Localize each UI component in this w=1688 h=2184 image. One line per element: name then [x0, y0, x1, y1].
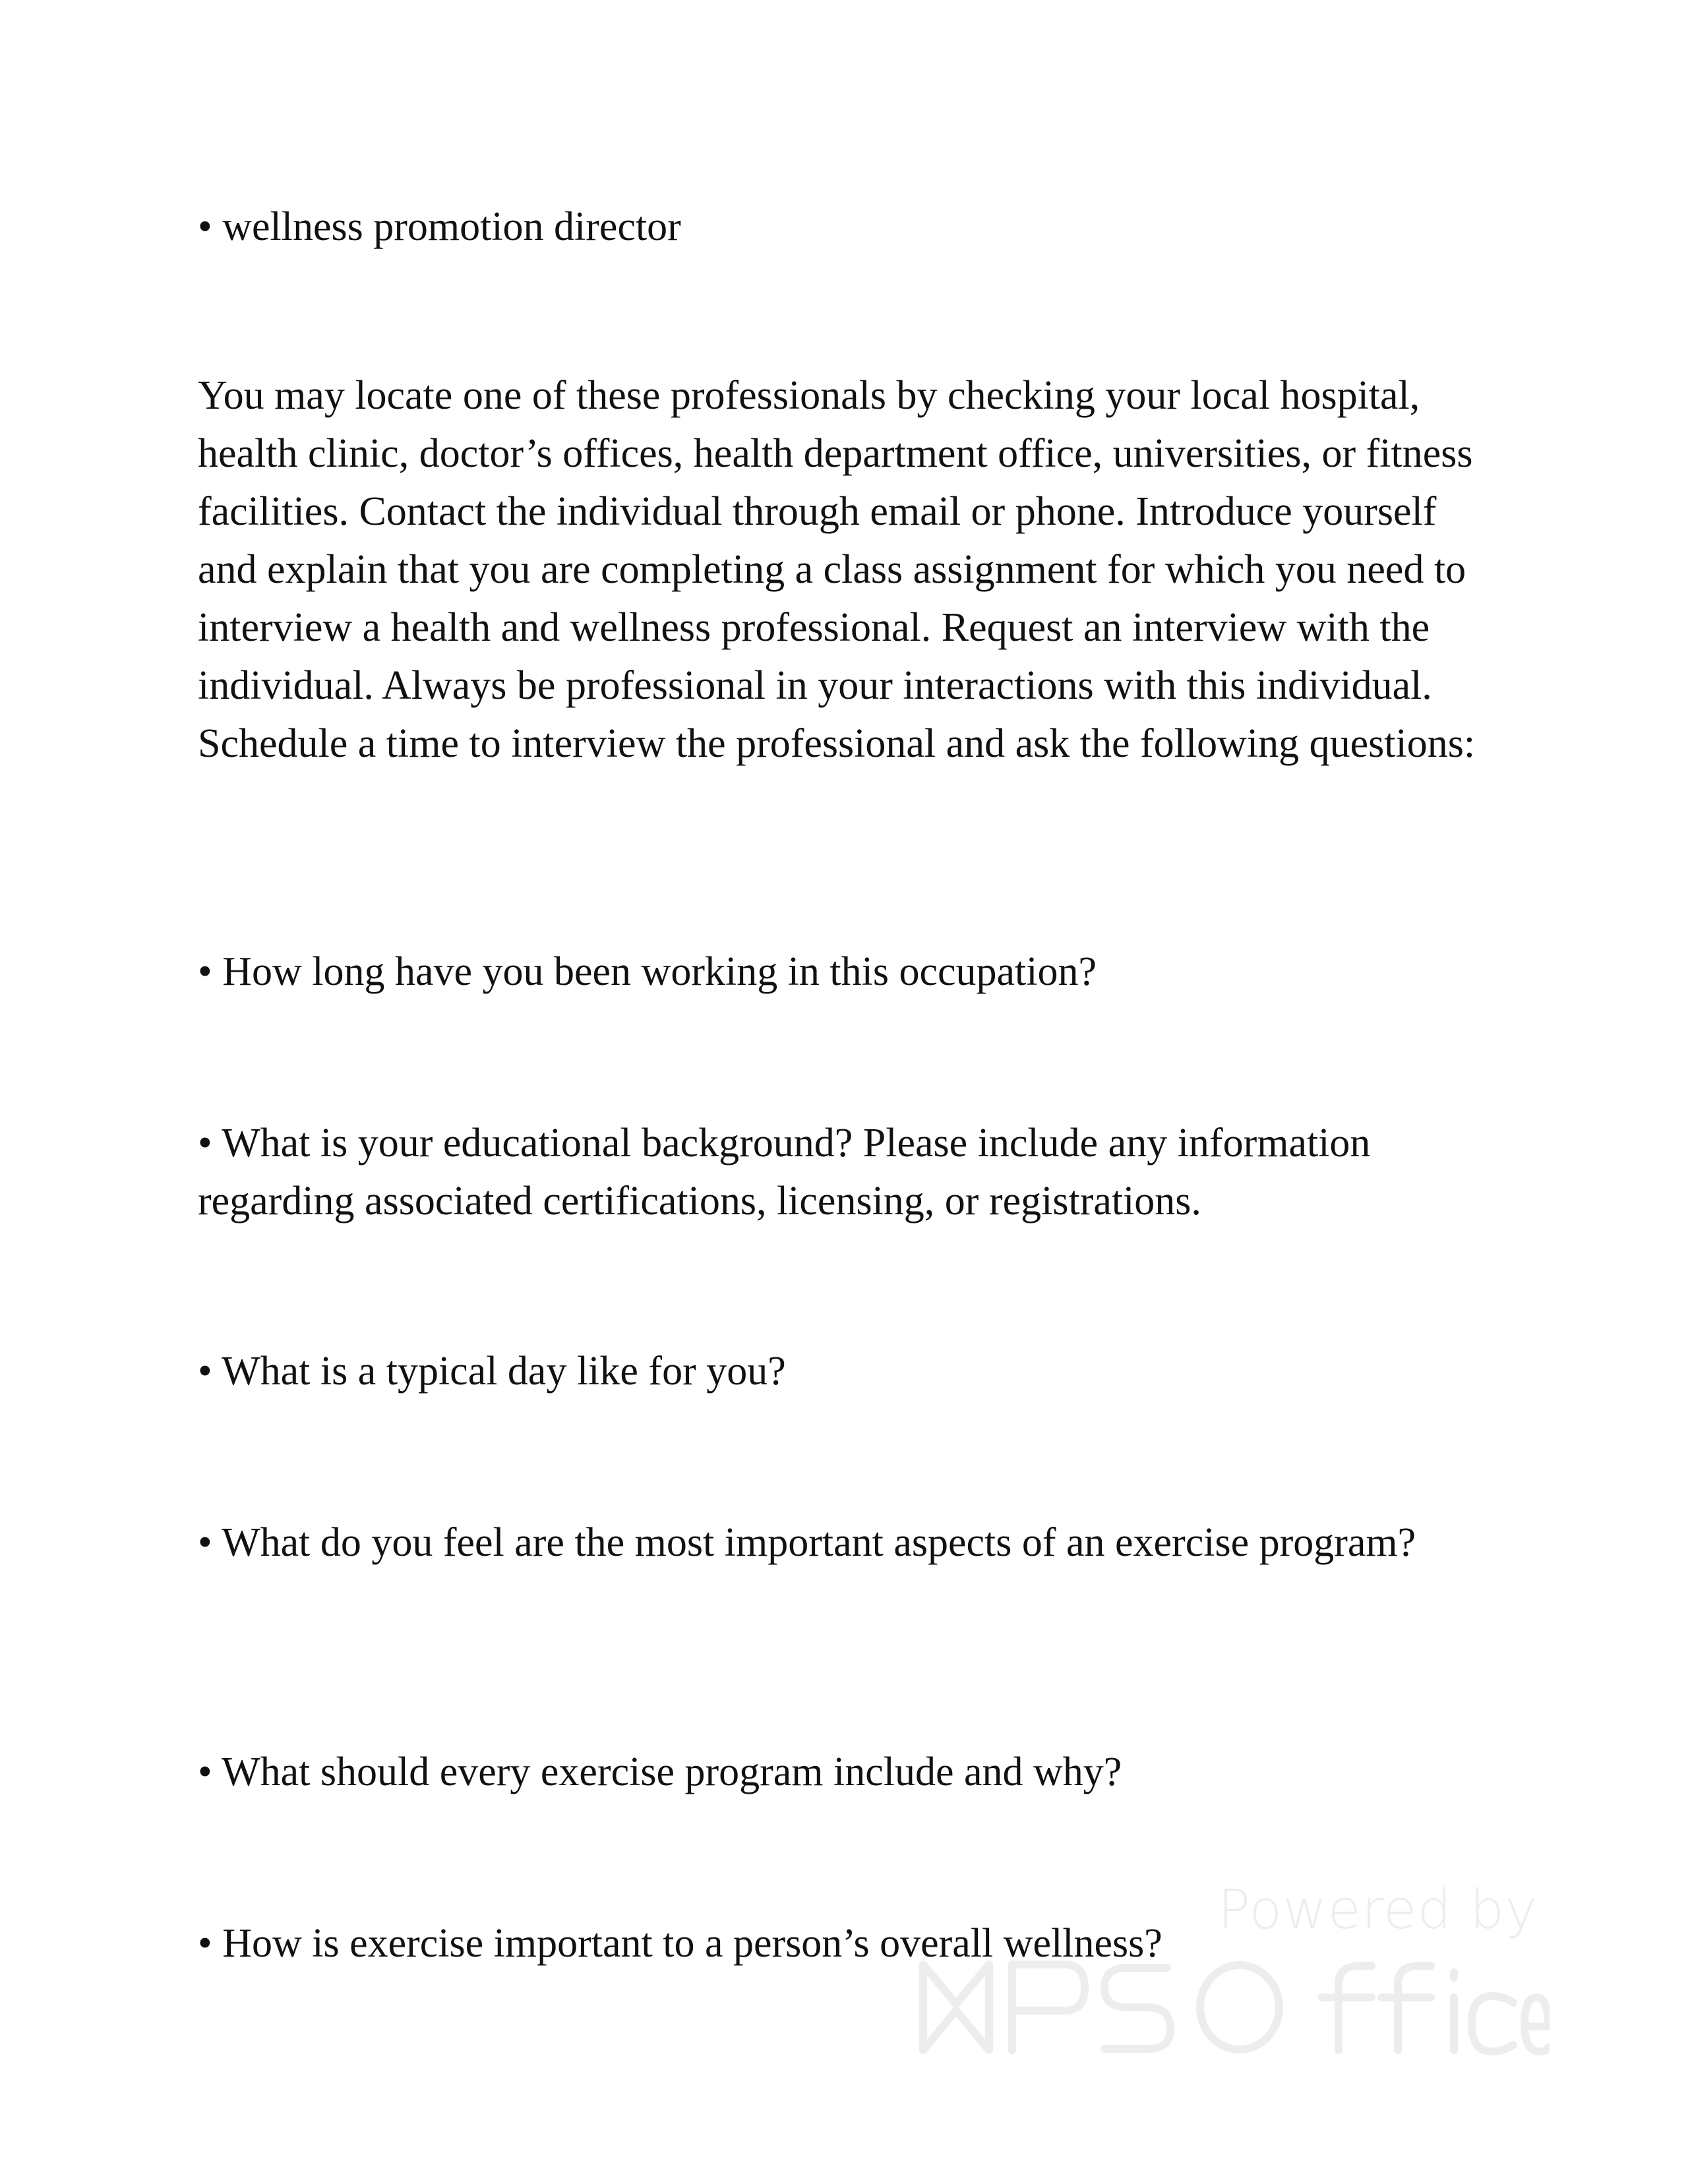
watermark-powered-by: Powered by — [1217, 1879, 1538, 1941]
question-item-educational-background: • What is your educational background? Please include any information regarding associated certifications, licensing, or registrations. — [198, 1121, 1371, 1224]
question-item-typical-day: • What is a typical day like for you? — [198, 1349, 786, 1394]
instructions-paragraph: You may locate one of these professionals by checking your local hospital, health clinic, doctor’s offices, health department office, universities, or fitness facilities. Contact the individual through email or phone. Introduce yourself and explain that you are completing a class assignment for which you need to interview a health and wellness professional. Request an interview with the individual. Always be professional in your interactions with this individual. Schedule a time to interview the professional and ask the following questions: — [198, 373, 1476, 766]
question-item-exercise-wellness: • How is exercise important to a person’s overall wellness? — [198, 1921, 1162, 1966]
question-item-program-include: • What should every exercise program include and why? — [198, 1750, 1122, 1794]
question-item-years-in-occupation: • How long have you been working in this occupation? — [198, 949, 1097, 994]
question-item-important-aspects: • What do you feel are the most important aspects of an exercise program? — [198, 1520, 1416, 1565]
bullet-item-wellness-director: • wellness promotion director — [198, 204, 681, 249]
wps-office-logo-icon — [917, 1958, 1550, 2057]
